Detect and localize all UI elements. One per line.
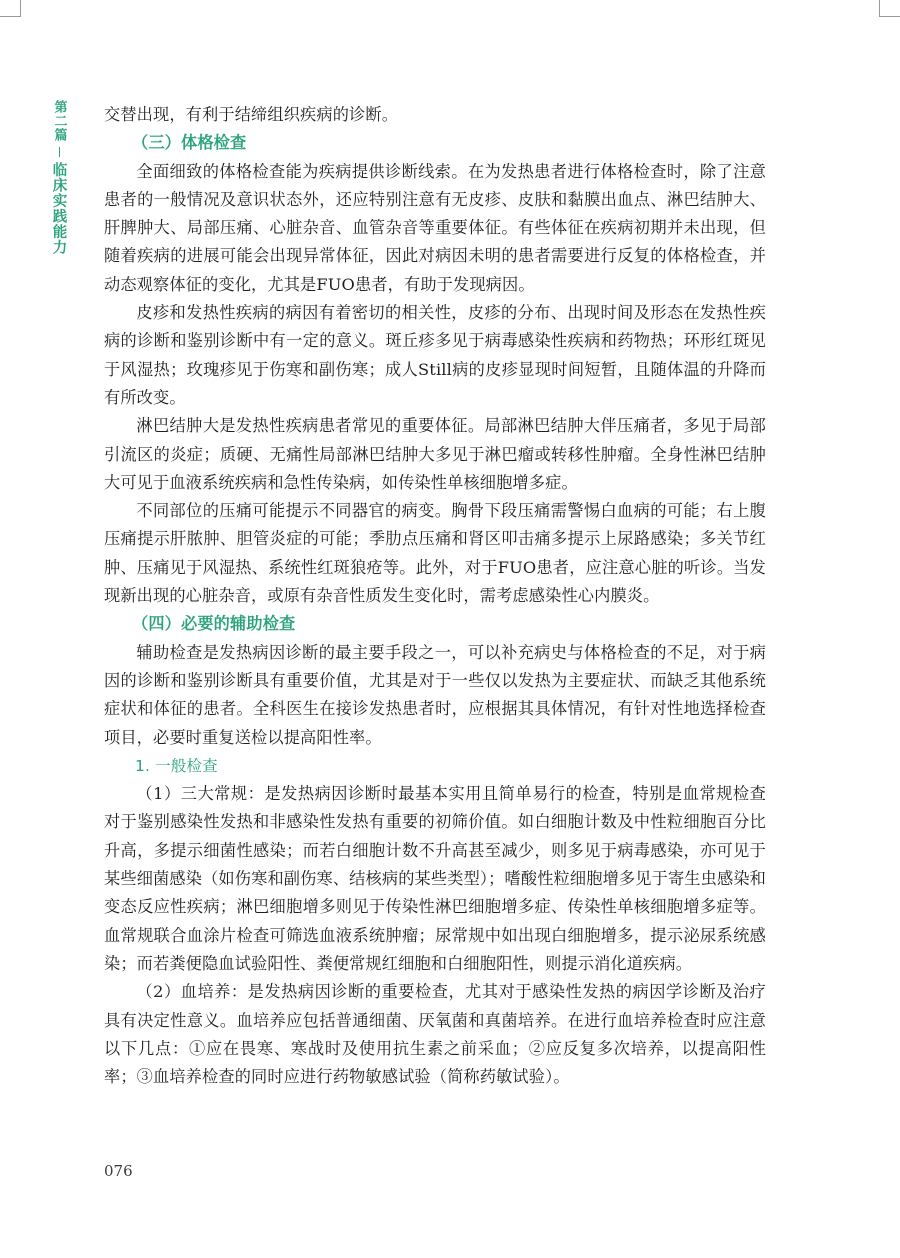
page-content [104,101,766,1091]
paragraph-lymph: 淋巴结肿大是发热性疾病患者常见的重要体征。局部淋巴结肿大伴压痛者，多见于局部引流区的炎症；质硬、无痛性局部淋巴结肿大多见于淋巴瘤或转移性肿瘤。全身性淋巴结肿大可见于血液系统疾病和急性传染病，如传染性单核细胞增多症。 [104,416,766,492]
crop-mark-right [879,0,900,17]
heading-physical-exam: （三）体格检查 [132,133,247,153]
paragraph-blood-culture: （2）血培养：是发热病因诊断的重要检查，尤其对于感染性发热的病因学诊断及治疗具有决定性意义。血培养应包括普通细菌、厌氧菌和真菌培养。在进行血培养检查时应注意以下几点：①应在畏寒、寒战时及使用抗生素之前采血；②应反复多次培养，以提高阳性率；③血培养检查的同时应进行药物敏感试验（简称药敏试验）。 [104,982,766,1087]
side-tab [46,100,72,255]
paragraph-continuation: 交替出现，有利于结缔组织疾病的诊断。 [104,105,399,124]
page-number: 076 [104,1162,133,1180]
paragraph-auxiliary: 辅助检查是发热病因诊断的最主要手段之一，可以补充病史与体格检查的不足，对于病因的诊断和鉴别诊断具有重要价值，尤其是对于一些仅以发热为主要症状、而缺乏其他系统症状和体征的患者。全科医生在接诊发热患者时，应根据其具体情况，有针对性地选择检查项目，必要时重复送检以提高阳性率。 [104,642,766,747]
paragraph-routine: （1）三大常规：是发热病因诊断时最基本实用且简单易行的检查，特别是血常规检查对于鉴别感染性发热和非感染性发热有重要的初筛价值。如白细胞计数及中性粒细胞百分比升高，多提示细菌性感染；而若白细胞计数不升高甚至减少，则多见于病毒感染，亦可见于某些细菌感染（如伤寒和副伤寒、结核病的某些类型）；嗜酸性粒细胞增多见于寄生虫感染和变态反应性疾病；淋巴细胞增多则见于传染性淋巴细胞增多症、传染性单核细胞增多症等。血常规联合血涂片检查可筛选血液系统肿瘤；尿常规中如出现白细胞增多，提示泌尿系统感染；而若粪便隐血试验阳性、粪便常规红细胞和白细胞阳性，则提示消化道疾病。 [104,784,766,973]
crop-mark-left [0,0,21,17]
side-tab-title: 临床实践能力 [50,162,68,255]
side-tab-divider [59,147,60,157]
heading-auxiliary-exam: （四）必要的辅助检查 [132,614,296,634]
heading-general-exam: 1. 一般检查 [135,756,218,775]
paragraph-rash: 皮疹和发热性疾病的病因有着密切的相关性，皮疹的分布、出现时间及形态在发热性疾病的诊断和鉴别诊断中有一定的意义。斑丘疹多见于病毒感染性疾病和药物热；环形红斑见于风湿热；玫瑰疹见于伤寒和副伤寒；成人Still病的皮疹显现时间短暂，且随体温的升降而有所改变。 [104,303,766,407]
side-tab-part: 第二篇 [51,100,67,142]
paragraph-physical-exam: 全面细致的体格检查能为疾病提供诊断线索。在为发热患者进行体格检查时，除了注意患者的一般情况及意识状态外，还应特别注意有无皮疹、皮肤和黏膜出血点、淋巴结肿大、肝脾肿大、局部压痛、心脏杂音、血管杂音等重要体征。有些体征在疾病初期并未出现，但随着疾病的进展可能会出现异常体征，因此对病因未明的患者需要进行反复的体格检查，并动态观察体征的变化，尤其是FUO患者，有助于发现病因。 [104,161,766,294]
paragraph-tenderness: 不同部位的压痛可能提示不同器官的病变。胸骨下段压痛需警惕白血病的可能；右上腹压痛提示肝脓肿、胆管炎症的可能；季肋点压痛和肾区叩击痛多提示上尿路感染；多关节红肿、压痛见于风湿热、系统性红斑狼疮等。此外，对于FUO患者，应注意心脏的听诊。当发现新出现的心脏杂音，或原有杂音性质发生变化时，需考虑感染性心内膜炎。 [104,501,766,606]
